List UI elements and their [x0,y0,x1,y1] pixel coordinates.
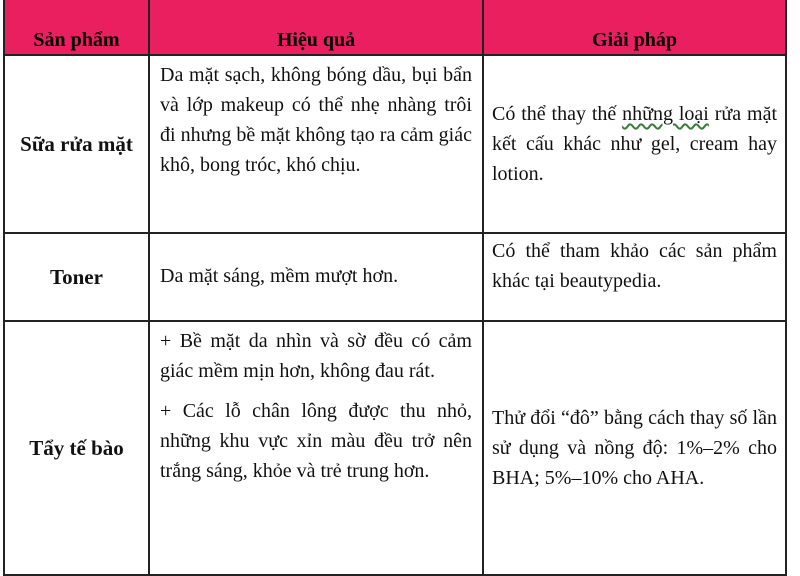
product-cell: Tẩy tế bào [4,321,149,575]
solution-cell: Có thể tham khảo các sản phẩm khác tại beautypedia. [483,233,786,321]
header-effect: Hiệu quả [149,0,483,55]
header-solution: Giải pháp [483,0,786,55]
header-product: Sản phẩm [4,0,149,55]
effect-cell [149,321,483,575]
solution-text-end: rửa mặt kết cấu khác như gel, cream hay lotion. [492,103,777,185]
effect-text: Da mặt sáng, mềm mượt hơn. [160,265,399,287]
product-cell: Sữa rửa mặt [4,55,149,233]
header-row [4,0,786,55]
spellcheck-marked-text: những loại [622,103,709,125]
table-row [4,55,786,233]
solution-cell [483,55,786,233]
solution-cell: Thử đổi “đô” bằng cách thay số lần sử dụng và nồng độ: 1%–2% cho BHA; 5%–10% cho AHA. [483,321,786,575]
effect-cell [149,55,483,233]
product-cell: Toner [4,233,149,321]
skincare-table [3,0,787,576]
table-row [4,321,786,575]
effect-cell [149,233,483,321]
effect-text: + Các lỗ chân lông được thu nhỏ, những khu vực xỉn màu đều trở nên trắng sáng, khỏe và trẻ trung hơn. [160,400,472,482]
effect-text: Da mặt sạch, không bóng dầu, bụi bẩn và lớp makeup có thể nhẹ nhàng trôi đi nhưng bề mặt không tạo ra cảm giác khô, bong tróc, khó chịu. [160,64,472,176]
effect-text: + Bề mặt da nhìn và sờ đều có cảm giác mềm mịn hơn, không đau rát. [160,330,472,382]
table-row [4,233,786,321]
solution-text-start: Có thể thay thế [492,103,623,125]
